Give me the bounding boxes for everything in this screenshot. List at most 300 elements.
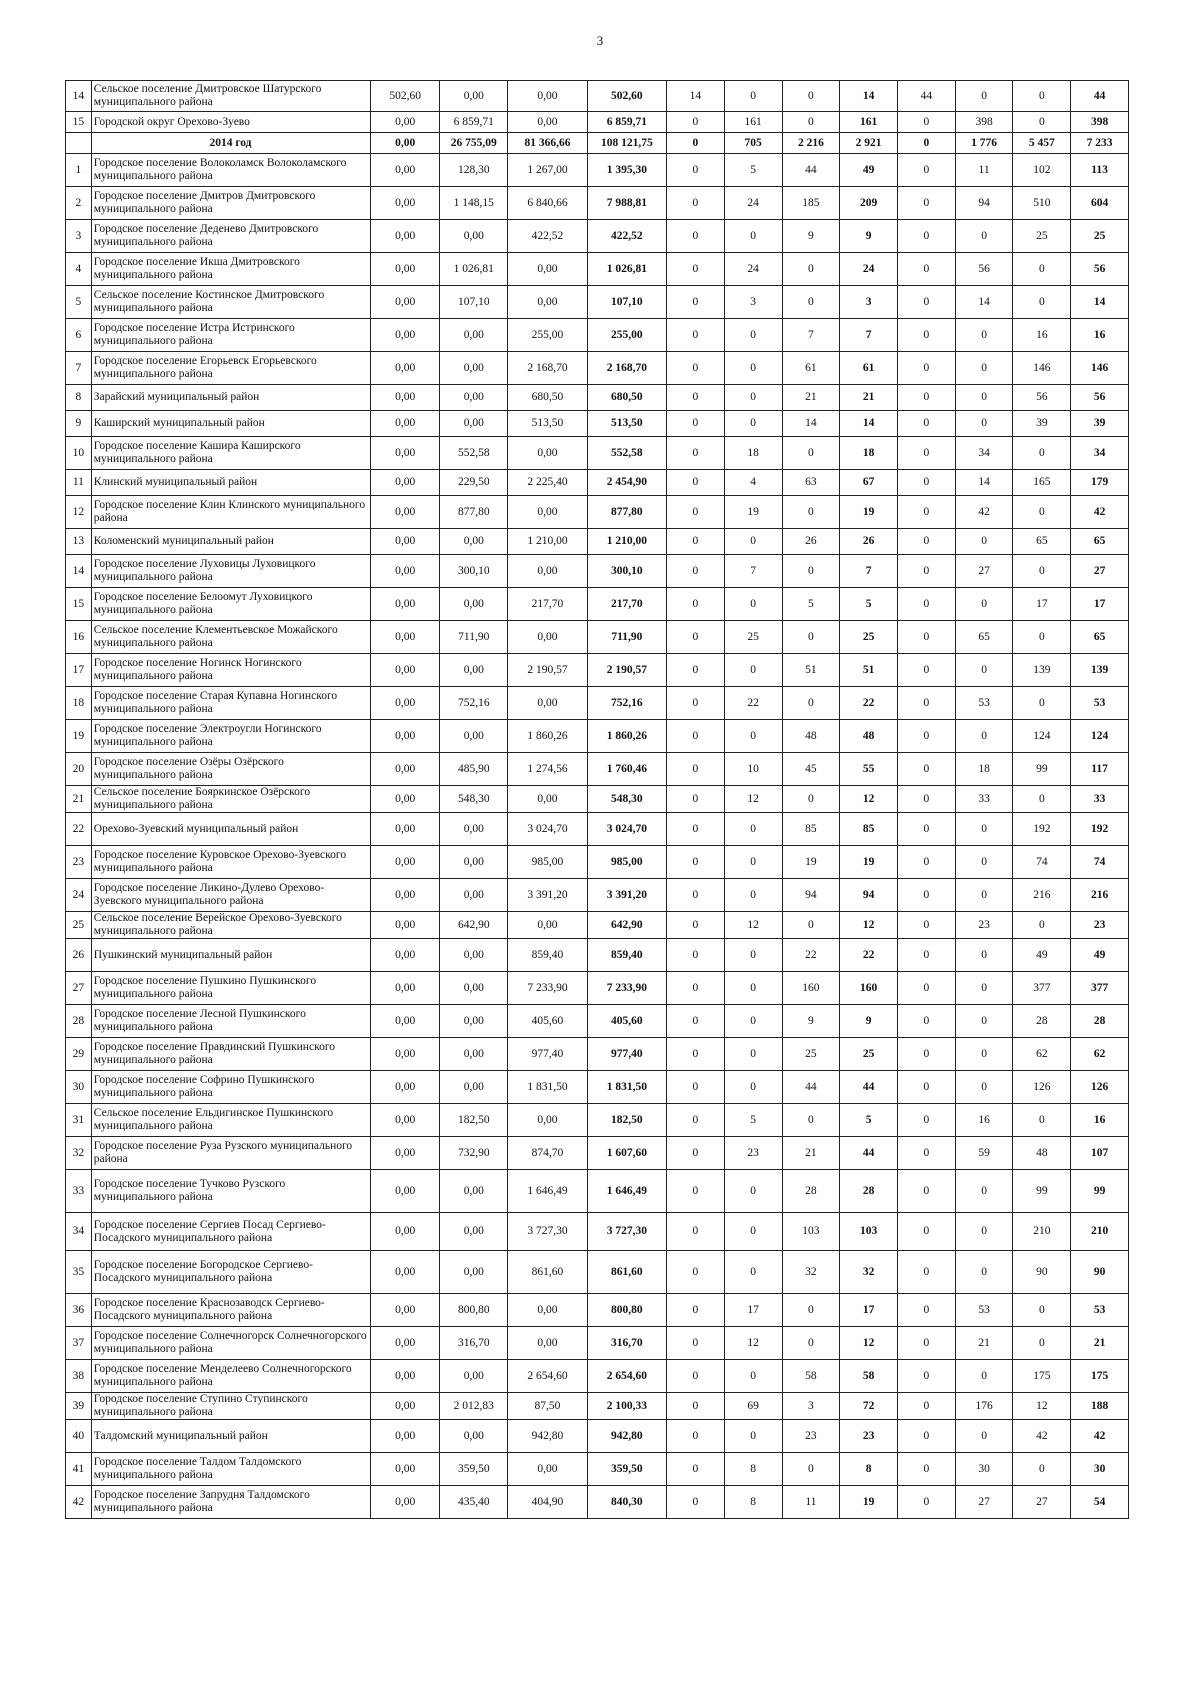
value-cell: 1 646,49 — [587, 1170, 666, 1213]
value-cell: 7 233,90 — [587, 972, 666, 1005]
value-cell: 985,00 — [587, 846, 666, 879]
row-number: 12 — [66, 496, 92, 529]
value-cell: 0,00 — [371, 319, 440, 352]
value-cell: 0,00 — [440, 1071, 508, 1104]
value-cell: 53 — [955, 1294, 1013, 1327]
value-cell: 3 727,30 — [508, 1213, 587, 1251]
value-cell: 800,80 — [587, 1294, 666, 1327]
value-cell: 942,80 — [508, 1420, 587, 1453]
value-cell: 27 — [955, 1486, 1013, 1519]
value-cell: 2 654,60 — [587, 1360, 666, 1393]
value-cell: 752,16 — [440, 687, 508, 720]
value-cell: 1 831,50 — [587, 1071, 666, 1104]
value-cell: 0,00 — [440, 1360, 508, 1393]
value-cell: 0 — [782, 286, 840, 319]
value-cell: 0,00 — [440, 1213, 508, 1251]
value-cell: 404,90 — [508, 1486, 587, 1519]
value-cell: 139 — [1013, 654, 1071, 687]
value-cell: 0 — [955, 1038, 1013, 1071]
value-cell: 0,00 — [508, 1294, 587, 1327]
value-cell: 1 267,00 — [508, 154, 587, 187]
value-cell: 705 — [724, 133, 782, 154]
value-cell: 26 — [840, 529, 898, 555]
table-row — [66, 1453, 1129, 1486]
value-cell: 3 024,70 — [587, 813, 666, 846]
value-cell: 124 — [1013, 720, 1071, 753]
value-cell: 229,50 — [440, 470, 508, 496]
value-cell: 21 — [782, 385, 840, 411]
value-cell: 11 — [955, 154, 1013, 187]
value-cell: 0 — [667, 220, 725, 253]
value-cell: 56 — [1071, 385, 1129, 411]
municipality-name: Городское поселение Ногинск Ногинского муниципального района — [91, 654, 370, 687]
value-cell: 0,00 — [371, 588, 440, 621]
row-number: 13 — [66, 529, 92, 555]
value-cell: 2 654,60 — [508, 1360, 587, 1393]
value-cell: 0,00 — [371, 220, 440, 253]
value-cell: 0,00 — [440, 939, 508, 972]
value-cell: 0 — [955, 846, 1013, 879]
value-cell: 0,00 — [371, 753, 440, 786]
value-cell: 25 — [1071, 220, 1129, 253]
value-cell: 405,60 — [508, 1005, 587, 1038]
value-cell: 0 — [782, 1104, 840, 1137]
value-cell: 0 — [667, 385, 725, 411]
value-cell: 0 — [1013, 786, 1071, 813]
value-cell: 1 760,46 — [587, 753, 666, 786]
row-number: 28 — [66, 1005, 92, 1038]
value-cell: 0 — [667, 1486, 725, 1519]
value-cell: 0 — [724, 411, 782, 437]
table-row — [66, 1137, 1129, 1170]
value-cell: 0,00 — [371, 786, 440, 813]
value-cell: 18 — [724, 437, 782, 470]
value-cell: 58 — [782, 1360, 840, 1393]
value-cell: 48 — [840, 720, 898, 753]
municipality-name: Сельское поселение Костинское Дмитровского муниципального района — [91, 286, 370, 319]
value-cell: 752,16 — [587, 687, 666, 720]
value-cell: 87,50 — [508, 1393, 587, 1420]
value-cell: 81 366,66 — [508, 133, 587, 154]
value-cell: 42 — [1013, 1420, 1071, 1453]
row-number: 24 — [66, 879, 92, 912]
value-cell: 0 — [955, 1213, 1013, 1251]
value-cell: 840,30 — [587, 1486, 666, 1519]
value-cell: 0,00 — [508, 286, 587, 319]
municipality-name: Городское поселение Волоколамск Волоколамского муниципального района — [91, 154, 370, 187]
value-cell: 2 225,40 — [508, 470, 587, 496]
municipality-name: Городское поселение Руза Рузского муниципального района — [91, 1137, 370, 1170]
value-cell: 216 — [1071, 879, 1129, 912]
municipality-name: Каширский муниципальный район — [91, 411, 370, 437]
table-row — [66, 1327, 1129, 1360]
value-cell: 0,00 — [371, 912, 440, 939]
value-cell: 0 — [667, 879, 725, 912]
value-cell: 0,00 — [371, 1393, 440, 1420]
value-cell: 0,00 — [371, 813, 440, 846]
value-cell: 0 — [955, 720, 1013, 753]
value-cell: 160 — [782, 972, 840, 1005]
table-row — [66, 411, 1129, 437]
value-cell: 0 — [1013, 253, 1071, 286]
value-cell: 359,50 — [587, 1453, 666, 1486]
value-cell: 25 — [840, 621, 898, 654]
value-cell: 8 — [840, 1453, 898, 1486]
value-cell: 0,00 — [371, 1486, 440, 1519]
value-cell: 126 — [1013, 1071, 1071, 1104]
value-cell: 28 — [1071, 1005, 1129, 1038]
value-cell: 0,00 — [440, 220, 508, 253]
value-cell: 62 — [1013, 1038, 1071, 1071]
row-number: 11 — [66, 470, 92, 496]
value-cell: 25 — [840, 1038, 898, 1071]
value-cell: 113 — [1071, 154, 1129, 187]
value-cell: 12 — [724, 1327, 782, 1360]
value-cell: 28 — [840, 1170, 898, 1213]
municipality-name: Городское поселение Краснозаводск Сергиево-Посадского муниципального района — [91, 1294, 370, 1327]
value-cell: 0 — [667, 912, 725, 939]
value-cell: 0 — [897, 1393, 955, 1420]
value-cell: 62 — [1071, 1038, 1129, 1071]
row-number: 1 — [66, 154, 92, 187]
value-cell: 0,00 — [371, 352, 440, 385]
value-cell: 22 — [724, 687, 782, 720]
value-cell: 0 — [724, 1213, 782, 1251]
value-cell: 422,52 — [508, 220, 587, 253]
value-cell: 0 — [955, 1251, 1013, 1294]
row-number: 32 — [66, 1137, 92, 1170]
value-cell: 185 — [782, 187, 840, 220]
value-cell: 0 — [782, 112, 840, 133]
municipality-name: Городское поселение Тучково Рузского муниципального района — [91, 1170, 370, 1213]
value-cell: 877,80 — [440, 496, 508, 529]
value-cell: 14 — [955, 470, 1013, 496]
value-cell: 0 — [782, 1453, 840, 1486]
municipality-name: 2014 год — [91, 133, 370, 154]
value-cell: 2 190,57 — [508, 654, 587, 687]
value-cell: 14 — [955, 286, 1013, 319]
value-cell: 0,00 — [440, 1005, 508, 1038]
value-cell: 34 — [955, 437, 1013, 470]
value-cell: 0 — [1013, 912, 1071, 939]
value-cell: 0 — [897, 621, 955, 654]
value-cell: 14 — [840, 411, 898, 437]
row-number: 16 — [66, 621, 92, 654]
value-cell: 56 — [1013, 385, 1071, 411]
table-row — [66, 972, 1129, 1005]
value-cell: 0 — [897, 1251, 955, 1294]
value-cell: 0 — [667, 1137, 725, 1170]
municipality-name: Городское поселение Менделеево Солнечногорского муниципального района — [91, 1360, 370, 1393]
row-number: 23 — [66, 846, 92, 879]
municipality-name: Орехово-Зуевский муниципальный район — [91, 813, 370, 846]
value-cell: 0 — [724, 879, 782, 912]
table-row — [66, 912, 1129, 939]
value-cell: 0,00 — [440, 654, 508, 687]
value-cell: 0 — [667, 1420, 725, 1453]
value-cell: 44 — [782, 1071, 840, 1104]
value-cell: 108 121,75 — [587, 133, 666, 154]
table-row — [66, 1360, 1129, 1393]
value-cell: 0 — [724, 972, 782, 1005]
value-cell: 0 — [724, 352, 782, 385]
value-cell: 0 — [667, 939, 725, 972]
value-cell: 42 — [955, 496, 1013, 529]
value-cell: 316,70 — [587, 1327, 666, 1360]
table-row — [66, 939, 1129, 972]
row-number: 18 — [66, 687, 92, 720]
value-cell: 0 — [667, 1104, 725, 1137]
value-cell: 0 — [724, 1038, 782, 1071]
value-cell: 377 — [1013, 972, 1071, 1005]
value-cell: 985,00 — [508, 846, 587, 879]
value-cell: 0 — [667, 813, 725, 846]
value-cell: 0 — [897, 529, 955, 555]
municipality-name: Городское поселение Деденево Дмитровского муниципального района — [91, 220, 370, 253]
value-cell: 435,40 — [440, 1486, 508, 1519]
value-cell: 48 — [782, 720, 840, 753]
value-cell: 1 210,00 — [587, 529, 666, 555]
value-cell: 53 — [955, 687, 1013, 720]
municipality-name: Сельское поселение Дмитровское Шатурского муниципального района — [91, 81, 370, 112]
value-cell: 1 026,81 — [440, 253, 508, 286]
value-cell: 0 — [955, 352, 1013, 385]
row-number — [66, 133, 92, 154]
value-cell: 0,00 — [371, 253, 440, 286]
value-cell: 49 — [840, 154, 898, 187]
value-cell: 6 859,71 — [440, 112, 508, 133]
value-cell: 0,00 — [371, 621, 440, 654]
row-number: 30 — [66, 1071, 92, 1104]
value-cell: 0,00 — [371, 654, 440, 687]
municipality-name: Сельское поселение Бояркинское Озёрского муниципального района — [91, 786, 370, 813]
value-cell: 0 — [1013, 437, 1071, 470]
value-cell: 0 — [897, 588, 955, 621]
value-cell: 0 — [782, 687, 840, 720]
value-cell: 548,30 — [440, 786, 508, 813]
value-cell: 94 — [840, 879, 898, 912]
value-cell: 0,00 — [440, 1420, 508, 1453]
year-total-row — [66, 133, 1129, 154]
value-cell: 1 395,30 — [587, 154, 666, 187]
value-cell: 0,00 — [371, 1360, 440, 1393]
value-cell: 0,00 — [508, 496, 587, 529]
value-cell: 0 — [897, 1071, 955, 1104]
value-cell: 24 — [840, 253, 898, 286]
value-cell: 0 — [724, 1251, 782, 1294]
value-cell: 0,00 — [508, 1104, 587, 1137]
value-cell: 0 — [955, 220, 1013, 253]
value-cell: 0 — [897, 1104, 955, 1137]
value-cell: 0,00 — [440, 81, 508, 112]
value-cell: 316,70 — [440, 1327, 508, 1360]
value-cell: 0,00 — [440, 972, 508, 1005]
value-cell: 0,00 — [371, 879, 440, 912]
row-number: 41 — [66, 1453, 92, 1486]
value-cell: 0,00 — [371, 496, 440, 529]
value-cell: 642,90 — [587, 912, 666, 939]
value-cell: 39 — [1013, 411, 1071, 437]
value-cell: 217,70 — [508, 588, 587, 621]
value-cell: 5 — [840, 588, 898, 621]
value-cell: 0 — [667, 112, 725, 133]
value-cell: 3 — [840, 286, 898, 319]
value-cell: 0 — [724, 654, 782, 687]
table-row — [66, 1251, 1129, 1294]
value-cell: 3 391,20 — [587, 879, 666, 912]
value-cell: 0 — [897, 286, 955, 319]
value-cell: 69 — [724, 1393, 782, 1420]
value-cell: 9 — [782, 1005, 840, 1038]
value-cell: 0 — [724, 939, 782, 972]
municipality-name: Талдомский муниципальный район — [91, 1420, 370, 1453]
table-row — [66, 319, 1129, 352]
value-cell: 139 — [1071, 654, 1129, 687]
row-number: 25 — [66, 912, 92, 939]
value-cell: 22 — [840, 687, 898, 720]
value-cell: 58 — [840, 1360, 898, 1393]
value-cell: 2 921 — [840, 133, 898, 154]
municipality-name: Городское поселение Правдинский Пушкинского муниципального района — [91, 1038, 370, 1071]
table-row — [66, 496, 1129, 529]
value-cell: 0 — [667, 687, 725, 720]
municipality-name: Сельское поселение Верейское Орехово-Зуевского муниципального района — [91, 912, 370, 939]
value-cell: 0 — [667, 352, 725, 385]
value-cell: 0 — [897, 253, 955, 286]
value-cell: 182,50 — [440, 1104, 508, 1137]
value-cell: 63 — [782, 470, 840, 496]
value-cell: 23 — [782, 1420, 840, 1453]
table-row — [66, 253, 1129, 286]
value-cell: 5 — [782, 588, 840, 621]
value-cell: 0 — [955, 588, 1013, 621]
value-cell: 0 — [667, 1251, 725, 1294]
value-cell: 1 274,56 — [508, 753, 587, 786]
table-row — [66, 1104, 1129, 1137]
value-cell: 85 — [840, 813, 898, 846]
value-cell: 59 — [955, 1137, 1013, 1170]
value-cell: 0,00 — [371, 470, 440, 496]
value-cell: 0,00 — [508, 437, 587, 470]
value-cell: 32 — [782, 1251, 840, 1294]
municipality-name: Городское поселение Солнечногорск Солнечногорского муниципального района — [91, 1327, 370, 1360]
value-cell: 23 — [840, 1420, 898, 1453]
value-cell: 7 — [840, 319, 898, 352]
value-cell: 0,00 — [371, 1005, 440, 1038]
value-cell: 175 — [1013, 1360, 1071, 1393]
value-cell: 255,00 — [508, 319, 587, 352]
value-cell: 176 — [955, 1393, 1013, 1420]
table-row — [66, 1170, 1129, 1213]
value-cell: 19 — [840, 1486, 898, 1519]
value-cell: 0 — [955, 939, 1013, 972]
value-cell: 977,40 — [587, 1038, 666, 1071]
value-cell: 0 — [667, 1327, 725, 1360]
value-cell: 0 — [667, 1393, 725, 1420]
value-cell: 510 — [1013, 187, 1071, 220]
value-cell: 210 — [1013, 1213, 1071, 1251]
value-cell: 103 — [782, 1213, 840, 1251]
value-cell: 54 — [1071, 1486, 1129, 1519]
value-cell: 0 — [782, 621, 840, 654]
value-cell: 0 — [897, 154, 955, 187]
value-cell: 0 — [897, 720, 955, 753]
value-cell: 0 — [782, 1294, 840, 1327]
value-cell: 0 — [724, 1170, 782, 1213]
value-cell: 0 — [897, 1486, 955, 1519]
value-cell: 0,00 — [508, 786, 587, 813]
municipality-name: Городское поселение Икша Дмитровского муниципального района — [91, 253, 370, 286]
value-cell: 0 — [1013, 1104, 1071, 1137]
municipality-name: Городское поселение Лесной Пушкинского муниципального района — [91, 1005, 370, 1038]
value-cell: 0 — [667, 621, 725, 654]
value-cell: 0 — [724, 588, 782, 621]
value-cell: 0 — [955, 1360, 1013, 1393]
value-cell: 49 — [1013, 939, 1071, 972]
value-cell: 192 — [1013, 813, 1071, 846]
value-cell: 107,10 — [440, 286, 508, 319]
value-cell: 4 — [724, 470, 782, 496]
municipality-name: Городское поселение Егорьевск Егорьевского муниципального района — [91, 352, 370, 385]
value-cell: 5 — [724, 1104, 782, 1137]
table-row — [66, 846, 1129, 879]
value-cell: 102 — [1013, 154, 1071, 187]
row-number: 14 — [66, 555, 92, 588]
value-cell: 9 — [840, 1005, 898, 1038]
table-row — [66, 1393, 1129, 1420]
row-number: 19 — [66, 720, 92, 753]
value-cell: 0 — [955, 1071, 1013, 1104]
value-cell: 26 755,09 — [440, 133, 508, 154]
table-row — [66, 112, 1129, 133]
value-cell: 0 — [897, 912, 955, 939]
value-cell: 513,50 — [508, 411, 587, 437]
municipality-name: Городской округ Орехово-Зуево — [91, 112, 370, 133]
value-cell: 44 — [1071, 81, 1129, 112]
value-cell: 65 — [1013, 529, 1071, 555]
value-cell: 23 — [955, 912, 1013, 939]
row-number: 27 — [66, 972, 92, 1005]
row-number: 7 — [66, 352, 92, 385]
value-cell: 0 — [897, 352, 955, 385]
value-cell: 17 — [840, 1294, 898, 1327]
municipality-name: Городское поселение Истра Истринского муниципального района — [91, 319, 370, 352]
table-row — [66, 753, 1129, 786]
value-cell: 12 — [724, 912, 782, 939]
value-cell: 0,00 — [440, 1251, 508, 1294]
value-cell: 0 — [667, 496, 725, 529]
value-cell: 0 — [897, 1213, 955, 1251]
value-cell: 0,00 — [371, 154, 440, 187]
value-cell: 99 — [1071, 1170, 1129, 1213]
value-cell: 10 — [724, 753, 782, 786]
value-cell: 874,70 — [508, 1137, 587, 1170]
value-cell: 26 — [782, 529, 840, 555]
value-cell: 0,00 — [371, 1294, 440, 1327]
value-cell: 44 — [840, 1137, 898, 1170]
value-cell: 11 — [782, 1486, 840, 1519]
value-cell: 7 — [724, 555, 782, 588]
value-cell: 72 — [840, 1393, 898, 1420]
value-cell: 14 — [667, 81, 725, 112]
value-cell: 0 — [667, 786, 725, 813]
value-cell: 51 — [840, 654, 898, 687]
value-cell: 255,00 — [587, 319, 666, 352]
value-cell: 12 — [840, 786, 898, 813]
value-cell: 0,00 — [371, 437, 440, 470]
value-cell: 604 — [1071, 187, 1129, 220]
value-cell: 8 — [724, 1486, 782, 1519]
